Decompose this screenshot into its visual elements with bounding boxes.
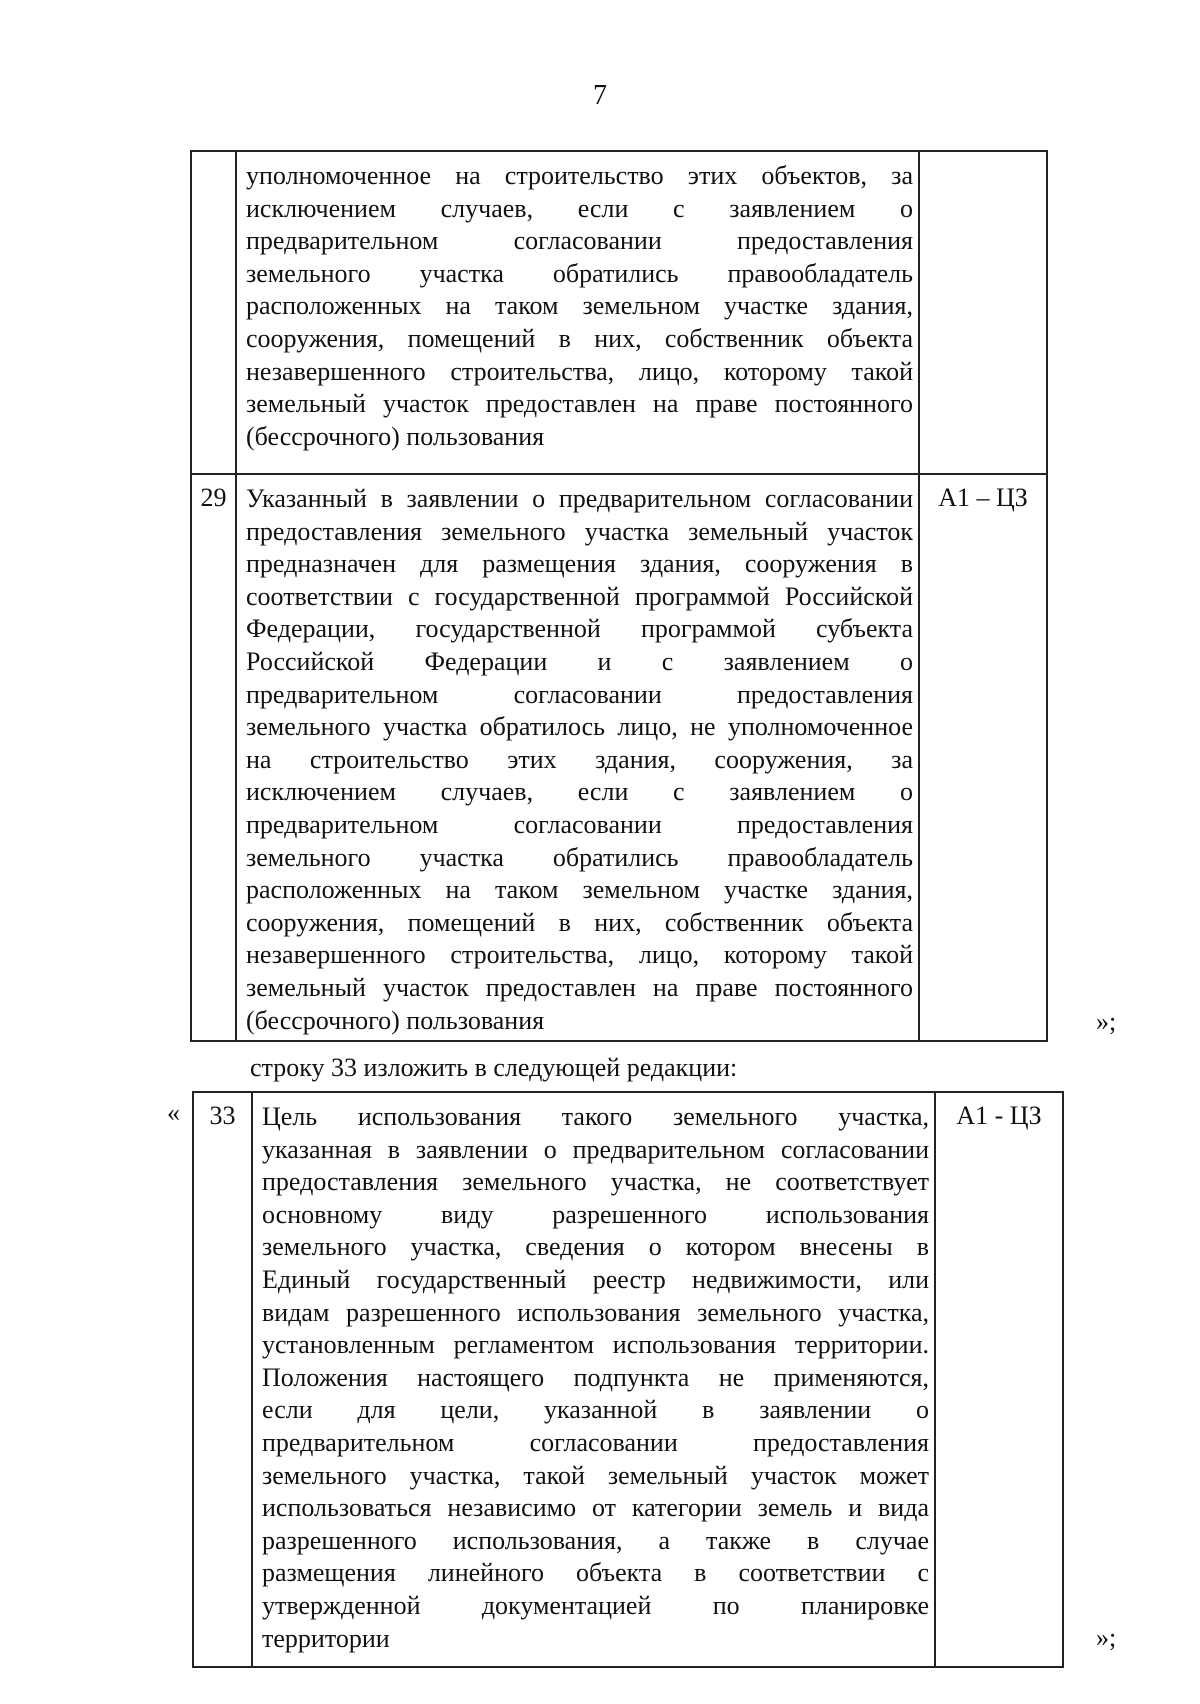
row-number-cell: 29 bbox=[191, 474, 236, 1041]
text-line: предоставления земельного участка, не соответствует bbox=[262, 1167, 929, 1197]
text-line: Цель использования такого земельного участка, bbox=[262, 1102, 929, 1131]
text-line: установленным регламентом использования территории. bbox=[262, 1330, 929, 1360]
text-line: видам разрешенного использования земельного участка, bbox=[262, 1297, 929, 1327]
text-line: земельного участка, сведения о котором внесены в bbox=[262, 1232, 929, 1262]
text-line: исключением случаев, если с заявлением о bbox=[246, 777, 913, 807]
text-line: расположенных на таком земельном участке здания, bbox=[246, 875, 913, 905]
text-line: незавершенного строительства, лицо, которому такой bbox=[246, 356, 913, 386]
text-line: предварительном согласовании предоставления bbox=[246, 226, 913, 256]
text-line: размещения линейного объекта в соответствии с bbox=[262, 1558, 929, 1588]
text-line: уполномоченное на строительство этих объектов, за bbox=[246, 161, 913, 190]
text-line: соответствии с государственной программой Российской bbox=[246, 581, 913, 611]
text-line: (бессрочного) пользования bbox=[246, 421, 545, 451]
text-line: Российской Федерации и с заявлением о bbox=[246, 646, 913, 676]
row-text-cell bbox=[236, 151, 919, 474]
text-line: территории bbox=[262, 1623, 390, 1653]
text-line: сооружения, помещений в них, собственник объекта bbox=[246, 907, 913, 937]
text-line: земельный участок предоставлен на праве постоянного bbox=[246, 972, 913, 1002]
text-line: на строительство этих здания, сооружения, за bbox=[246, 744, 913, 774]
text-line: если для цели, указанной в заявлении о bbox=[262, 1395, 929, 1425]
text-line: расположенных на таком земельном участке здания, bbox=[246, 291, 913, 321]
text-line: исключением случаев, если с заявлением о bbox=[246, 193, 913, 223]
table-row bbox=[193, 1092, 1063, 1667]
text-line: Указанный в заявлении о предварительном согласовании bbox=[246, 484, 913, 513]
text-line: земельного участка обратилось лицо, не уполномоченное bbox=[246, 712, 913, 742]
page-number: 7 bbox=[593, 80, 607, 111]
row-code-cell bbox=[919, 151, 1047, 474]
text-line: предварительном согласовании предоставления bbox=[246, 809, 913, 839]
text-line: предоставления земельного участка земельный участок bbox=[246, 516, 913, 546]
text-line: (бессрочного) пользования bbox=[246, 1005, 545, 1035]
amendment-instruction: строку 33 изложить в следующей редакции: bbox=[250, 1053, 738, 1082]
opening-quote: « bbox=[167, 1098, 180, 1127]
text-line: земельного участка обратились правообладатель bbox=[246, 842, 913, 872]
criteria-table-continued bbox=[190, 150, 1048, 1042]
text-line: земельный участок предоставлен на праве постоянного bbox=[246, 389, 913, 419]
row-number-cell bbox=[191, 151, 236, 474]
text-line: Положения настоящего подпункта не применяются, bbox=[262, 1362, 929, 1392]
row-text-cell bbox=[236, 474, 919, 1041]
text-line: земельного участка обратились правообладатель bbox=[246, 258, 913, 288]
row-number-cell: 33 bbox=[193, 1092, 252, 1667]
closing-quote: »; bbox=[1096, 1007, 1117, 1036]
row-text-cell bbox=[252, 1092, 935, 1667]
text-line: Федерации, государственной программой субъекта bbox=[246, 614, 913, 644]
table-row bbox=[191, 474, 1047, 1041]
text-line: незавершенного строительства, лицо, которому такой bbox=[246, 940, 913, 970]
text-line: сооружения, помещений в них, собственник объекта bbox=[246, 323, 913, 353]
closing-quote: »; bbox=[1096, 1623, 1117, 1652]
text-line: использоваться независимо от категории земель и вида bbox=[262, 1493, 929, 1523]
text-line: утвержденной документацией по планировке bbox=[262, 1590, 929, 1620]
row-code-cell: А1 – ЦЗ bbox=[919, 474, 1047, 1041]
text-line: предварительном согласовании предоставления bbox=[262, 1427, 929, 1457]
text-line: Единый государственный реестр недвижимости, или bbox=[262, 1264, 929, 1294]
text-line: предназначен для размещения здания, сооружения в bbox=[246, 549, 913, 579]
criteria-table-new-row bbox=[192, 1091, 1064, 1668]
text-line: разрешенного использования, а также в случае bbox=[262, 1525, 929, 1555]
table-row bbox=[191, 151, 1047, 474]
row-code-cell: А1 - ЦЗ bbox=[935, 1092, 1063, 1667]
text-line: предварительном согласовании предоставления bbox=[246, 679, 913, 709]
text-line: земельного участка, такой земельный участок может bbox=[262, 1460, 929, 1490]
text-line: указанная в заявлении о предварительном согласовании bbox=[262, 1134, 929, 1164]
text-line: основному виду разрешенного использования bbox=[262, 1199, 929, 1229]
